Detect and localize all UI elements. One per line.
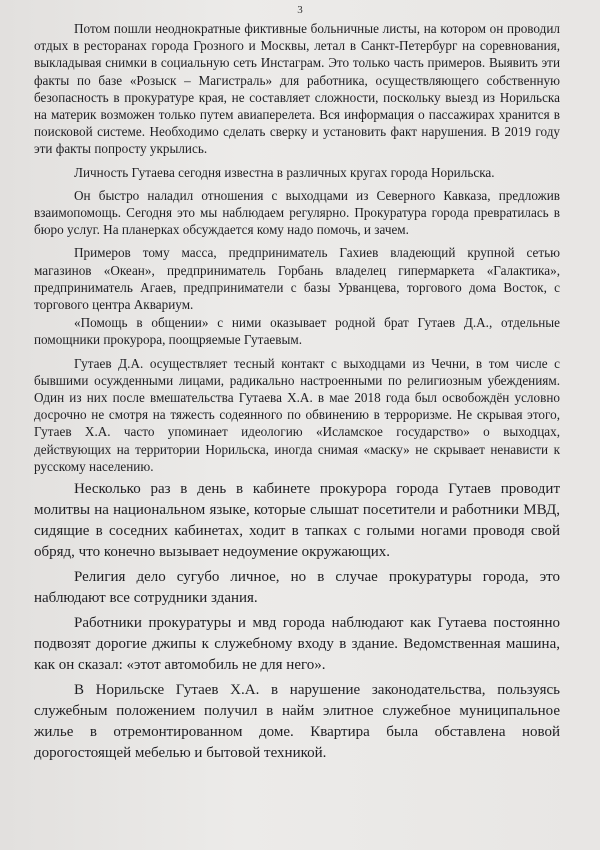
paragraph: Личность Гутаева сегодня известна в различных кругах города Норильска. [74,164,495,180]
page-number: 3 [297,4,303,16]
paragraph: Потом пошли неоднократные фиктивные больничные листы, на котором он проводил отдых в ресторанах города Грозного и Москвы, летал в Санкт-Петербург на соревнования, выкладывая снимки в социальную сеть Инстаграм. Это только часть примеров. Выявить эти факты по базе «Розыск – Магистраль» для работника, осуществляющего собственную безопасность в прокуратуре края, не составляет сложности, поскольку выезд из Норильска на материк возможен только путем авиаперелета. Вся информация о пассажирах хранится в поисковой системе. Необходимо сделать сверку и установить факт нарушения. В 2019 году эти факты попросту укрылись. [34,21,560,157]
paragraph: Гутаев Д.А. осуществляет тесный контакт с выходцами из Чечни, в том числе с бывшими осужденными лицами, радикально настроенными по религиозным убеждениям. Один из них после вмешательства Гутаева Х.А. в мае 2018 года был освобождён условно досрочно не смотря на тяжесть содеянного по обвинению в терроризме. Не скрывая этого, Гутаев Х.А. часто упоминает идеологию «Исламское государство» о выходцах, действующих на территории Норильска, иногда снимая «маску» не скрывает ненависти к русскому населению. [34,355,560,474]
paragraph: «Помощь в общении» с ними оказывает родной брат Гутаев Д.А., отдельные помощники прокурора, поощряемые Гутаевым. [34,315,560,348]
paragraph: Религия дело сугубо личное, но в случае прокуратуры города, это наблюдают все сотрудники здания. [34,569,560,607]
paragraph: В Норильске Гутаев Х.А. в нарушение законодательства, пользуясь служебным положением получил в найм элитное служебное муниципальное жилье в отремонтированном доме. Квартира была обставлена новой дорогостоящей мебелью и бытовой техникой. [34,682,560,762]
paragraph: Примеров тому масса, предприниматель Гахиев владеющий крупной сетью магазинов «Океан», предприниматель Горбань владелец гипермаркета «Галактика», предприниматель Агаев, предприниматели с базы Урванцева, торгового дома Восток, с торгового центра Аквариум. [34,245,560,313]
document-body [34,20,560,765]
paragraph: Он быстро наладил отношения с выходцами из Северного Кавказа, предложив взаимопомощь. Сегодня это мы наблюдаем регулярно. Прокуратура города превратилась в бюро услуг. На планерках обсуждается кому надо помочь, и зачем. [34,187,560,238]
paragraph: Несколько раз в день в кабинете прокурора города Гутаев проводит молитвы на национальном языке, которые слышат посетители и работники МВД, сидящие в соседних кабинетах, ходит в тапках с голыми ногами проводя свой обряд, что конечно вызывает недоумение окружающих. [34,481,560,561]
paragraph: Работники прокуратуры и мвд города наблюдают как Гутаева постоянно подвозят дорогие джипы к служебному входу в здание. Ведомственная машина, как он сказал: «этот автомобиль не для него». [34,615,560,674]
